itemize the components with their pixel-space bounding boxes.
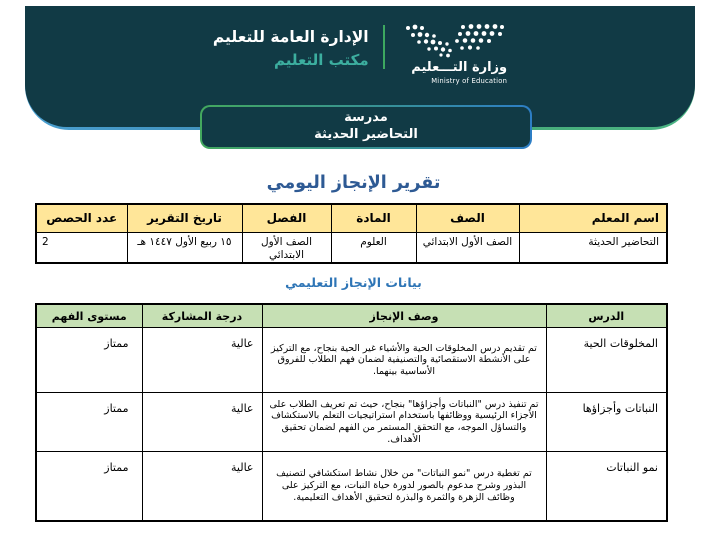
header-lesson: الدرس <box>546 304 667 328</box>
header-participation: درجة المشاركة <box>142 304 262 328</box>
ministry-logo-english-name: Ministry of Education <box>431 77 508 85</box>
lesson-name: المخلوقات الحية <box>546 328 667 393</box>
header-understanding: مستوى الفهم <box>36 304 142 328</box>
achievement-table-header-row <box>36 304 667 328</box>
school-banner-line1: مدرسة <box>344 110 388 125</box>
lesson-name: نمو النباتات <box>546 452 667 521</box>
header-grade: الصف <box>416 204 519 232</box>
lesson-name: النباتات وأجزاؤها <box>546 393 667 452</box>
info-table-header-row <box>36 204 667 232</box>
header-lesson-count: عدد الحصص <box>36 204 127 232</box>
header-subject: المادة <box>331 204 416 232</box>
achievement-description: تم تنفيذ درس "النباتات وأجزاؤها" بنجاح، حيث تم تعريف الطلاب على الأجزاء الرئيسية ووظائفها باستخدام استراتيجيات التعلم بالاستكشاف والتساؤل الموجه، مع التحقق المستمر من الفهم لضمان تحقيق الأهداف. <box>262 393 546 452</box>
report-title: تقرير الإنجاز اليومي <box>266 173 441 193</box>
report-info-table <box>35 203 668 264</box>
achievement-description: تم تقديم درس المخلوقات الحية والأشياء غير الحية بنجاح، مع التركيز على الأنشطة الاستقصائية والتصنيفية لضمان فهم الطلاب للفروق الأساسية بينهما. <box>262 328 546 393</box>
school-name-banner <box>200 105 532 149</box>
achievement-table <box>35 303 668 522</box>
header-class: الفصل <box>242 204 331 232</box>
participation-level: عالية <box>142 393 262 452</box>
value-lesson-count: 2 <box>36 232 127 263</box>
school-name-banner-content <box>202 107 530 147</box>
header-report-date: تاريخ التقرير <box>127 204 242 232</box>
achievement-row <box>36 393 667 452</box>
value-grade: الصف الأول الابتدائي <box>416 232 519 263</box>
header-teacher-name: اسم المعلم <box>519 204 667 232</box>
ministry-logo <box>399 22 507 85</box>
section-title: بيانات الإنجاز التعليمي <box>285 274 422 290</box>
value-report-date: ١٥ ربيع الأول ١٤٤٧ هـ <box>127 232 242 263</box>
value-class: الصف الأول الابتدائي <box>242 232 331 263</box>
school-banner-line2: التحاضير الحديثة <box>314 127 418 143</box>
understanding-level: ممتاز <box>36 452 142 521</box>
value-subject: العلوم <box>331 232 416 263</box>
org-name-primary: الإدارة العامة للتعليم <box>212 27 369 46</box>
understanding-level: ممتاز <box>36 393 142 452</box>
org-name-secondary: مكتب التعليم <box>274 50 369 69</box>
achievement-description: تم تغطية درس "نمو النباتات" من خلال نشاط استكشافي لتصنيف البذور وشرح مدعوم بالصور لدورة حياة النبات، مع التركيز على وظائف الزهرة والثمرة والبذرة لتحقيق الأهداف التعليمية. <box>262 452 546 521</box>
achievement-row <box>36 328 667 393</box>
achievement-row <box>36 452 667 521</box>
organization-titles <box>213 26 369 72</box>
logo-separator-bar <box>383 25 386 69</box>
header-achievement-description: وصف الإنجاز <box>262 304 546 328</box>
participation-level: عالية <box>142 452 262 521</box>
participation-level: عالية <box>142 328 262 393</box>
ministry-logo-arabic-name: وزارة التـــعليم <box>411 60 508 75</box>
understanding-level: ممتاز <box>36 328 142 393</box>
ministry-logo-dots-icon <box>403 22 507 58</box>
value-teacher-name: التحاضير الحديثة <box>519 232 667 263</box>
info-table-value-row <box>36 232 667 263</box>
